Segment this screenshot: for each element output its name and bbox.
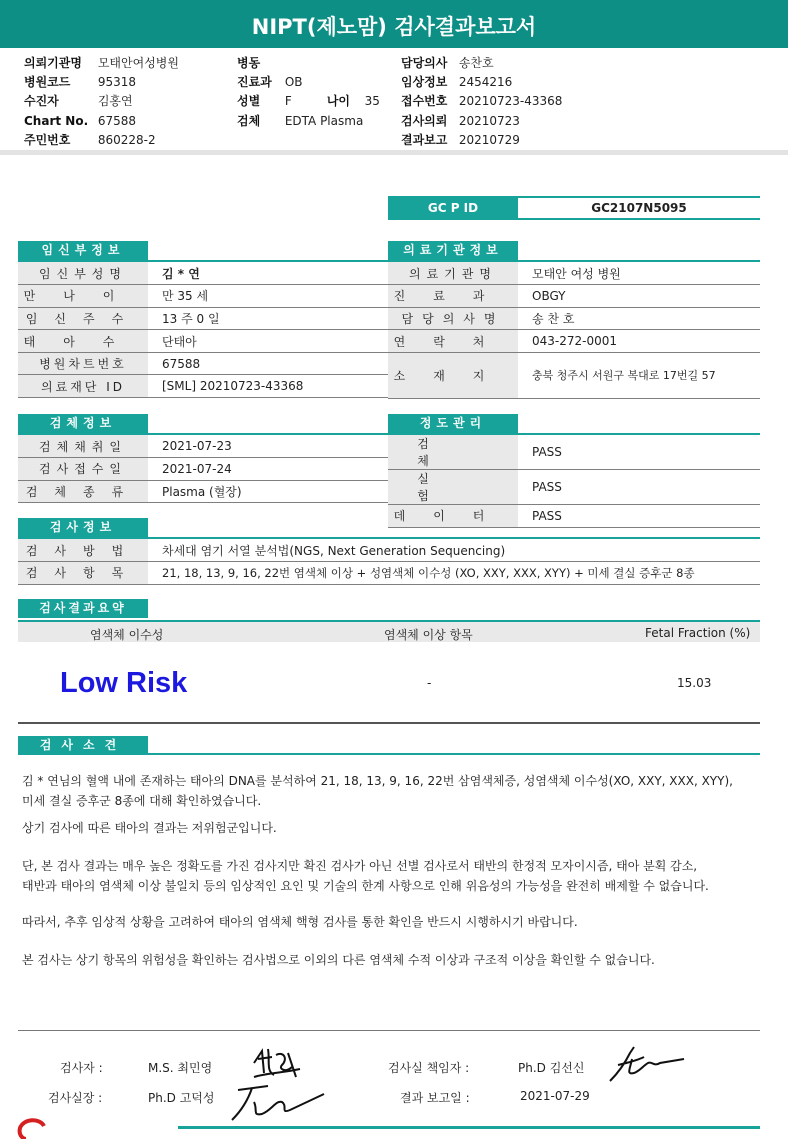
tester-label: 검사자 : xyxy=(60,1061,103,1075)
report-date: 2021-07-29 xyxy=(520,1089,590,1103)
table-row xyxy=(388,330,760,353)
header-col1 xyxy=(24,54,179,150)
row-label: 검체 xyxy=(388,435,518,470)
header-row xyxy=(24,112,179,131)
header-label: 진료과 xyxy=(237,75,272,90)
table-row xyxy=(18,435,388,458)
report-date-label: 결과 보고일 : xyxy=(400,1091,470,1105)
header-value: 모태안여성병원 xyxy=(97,56,179,70)
row-label: 연락처 xyxy=(388,330,518,353)
abnormal-value: - xyxy=(427,676,432,690)
table-row xyxy=(18,562,760,585)
row-label: 데이터 xyxy=(388,505,518,528)
row-label: 의료기관명 xyxy=(388,262,518,285)
row-label: 의료재단 ID xyxy=(18,375,148,398)
header-label: 의뢰기관명 xyxy=(24,56,82,70)
section-title-specimen: 검체정보 xyxy=(18,414,148,433)
summary-header-abnormal: 염색체 이상 항목 xyxy=(384,628,473,642)
table-row xyxy=(388,262,760,285)
tester-signature xyxy=(248,1043,306,1085)
row-value: PASS xyxy=(518,435,760,470)
header-label: 주민번호 xyxy=(24,132,71,147)
header-label: 검사의뢰 xyxy=(401,113,448,128)
row-label: 검사방법 xyxy=(18,539,148,562)
header-value: 20210723-43368 xyxy=(458,94,563,109)
header-col3 xyxy=(401,54,562,150)
gcp-id-label: GC P ID xyxy=(388,198,518,218)
header-label: 담당의사 xyxy=(401,56,448,70)
table-row xyxy=(388,307,760,330)
header-col2 xyxy=(237,54,380,131)
opinion-line: 상기 검사에 따른 태아의 결과는 저위험군입니다. xyxy=(22,821,277,835)
risk-result: Low Risk xyxy=(60,667,188,699)
row-label: 병원차트번호 xyxy=(18,352,148,375)
header-row xyxy=(237,92,380,111)
opinion-line: 김 * 연님의 혈액 내에 존재하는 태아의 DNA를 분석하여 21, 18, 13, 9, 16, 22번 삼염색체증, 성염색체 이수성(XO, XXY, XXX, XYY), xyxy=(22,774,733,788)
header-divider xyxy=(0,150,788,155)
row-label: 실험 xyxy=(388,470,518,505)
report-title: NIPT(제노맘) 검사결과보고서 xyxy=(0,0,788,48)
row-value: PASS xyxy=(518,470,760,505)
header-label: 임상정보 xyxy=(401,75,448,90)
row-value: 67588 xyxy=(148,352,388,375)
header-value: 20210723 xyxy=(458,113,520,128)
header-value: 95318 xyxy=(97,75,137,90)
row-value: 043-272-0001 xyxy=(518,330,760,353)
row-label: 검사항목 xyxy=(18,562,148,585)
header-value: OB xyxy=(284,75,303,90)
age-label: 나이 xyxy=(326,94,351,109)
row-value: PASS xyxy=(518,505,760,528)
row-label: 태아수 xyxy=(18,330,148,353)
header-value: EDTA Plasma xyxy=(284,113,364,128)
lab-head-signature xyxy=(604,1043,688,1087)
header-value: 김홍연 xyxy=(97,94,133,109)
section-title-qc: 정도관리 xyxy=(388,414,518,433)
row-value: 2021-07-23 xyxy=(148,435,388,458)
chief-label: 검사실장 : xyxy=(48,1091,103,1105)
table-row xyxy=(18,285,388,308)
table-row xyxy=(18,352,388,375)
section-title-opinion: 검사소견 xyxy=(18,736,148,755)
table-row xyxy=(18,480,388,503)
header-label: 병원코드 xyxy=(24,75,71,90)
row-value: 단태아 xyxy=(148,330,388,353)
row-label: 만나이 xyxy=(18,285,148,308)
table-row xyxy=(388,352,760,398)
row-value: 차세대 염기 서열 분석법(NGS, Next Generation Sequencing) xyxy=(148,539,760,562)
opinion-paragraph xyxy=(22,912,772,932)
chief-signature xyxy=(228,1080,328,1126)
header-label: 결과보고 xyxy=(401,132,448,147)
header-label: 성별 xyxy=(237,94,261,109)
row-value: 13 주 0 일 xyxy=(148,307,388,330)
section-title-institution: 의료기관정보 xyxy=(388,241,518,260)
opinion-line: 태반과 태아의 염색체 이상 불일치 등의 임상적인 요인 및 기술의 한계 사항으로 인해 위음성의 가능성을 완전히 배제할 수 없습니다. xyxy=(22,879,709,893)
gcp-id-box xyxy=(388,196,760,220)
test-table xyxy=(18,539,760,585)
header-label: 수진자 xyxy=(24,94,59,109)
header-row xyxy=(24,131,179,150)
opinion-line: 미세 결실 증후군 8종에 대해 확인하였습니다. xyxy=(22,794,262,808)
summary-header-aneuploidy: 염색체 이수성 xyxy=(90,628,164,642)
row-label: 담당의사명 xyxy=(388,307,518,330)
row-label: 검체종류 xyxy=(18,480,148,503)
fetal-fraction-value: 15.03 xyxy=(677,676,712,690)
header-row xyxy=(237,112,380,131)
header-row xyxy=(401,54,562,73)
table-row xyxy=(18,458,388,481)
row-value: Plasma (혈장) xyxy=(148,480,388,503)
chief-name: Ph.D 고덕성 xyxy=(148,1091,215,1105)
row-label: 검체채취일 xyxy=(18,435,148,458)
row-value: 충북 청주시 서원구 복대로 17번길 57 xyxy=(518,352,760,398)
section-title-summary: 검사결과요약 xyxy=(18,599,148,618)
row-value: 2021-07-24 xyxy=(148,458,388,481)
row-value: OBGY xyxy=(518,285,760,308)
header-value: 2454216 xyxy=(458,75,513,90)
summary-divider xyxy=(18,722,760,724)
opinion-line: 본 검사는 상기 항목의 위험성을 확인하는 검사법으로 이외의 다른 염색체 수적 이상과 구조적 이상을 확인할 수 없습니다. xyxy=(22,953,655,967)
row-label: 소재지 xyxy=(388,352,518,398)
opinion-paragraph xyxy=(22,950,772,970)
gcp-id-value: GC2107N5095 xyxy=(591,201,687,215)
opinion-line: 따라서, 추후 임상적 상황을 고려하여 태아의 염색체 핵형 검사를 통한 확인을 반드시 시행하시기 바랍니다. xyxy=(22,915,578,929)
pregnant-table xyxy=(18,262,388,398)
table-row xyxy=(388,285,760,308)
opinion-line: 단, 본 검사 결과는 매우 높은 정확도를 가진 검사지만 확진 검사가 아닌 선별 검사로서 태반의 한정적 모자이시즘, 태아 분획 감소, xyxy=(22,859,698,873)
header-value: 67588 xyxy=(97,113,137,128)
table-row xyxy=(18,330,388,353)
table-row xyxy=(388,435,760,470)
header-row xyxy=(401,112,562,131)
section-line xyxy=(18,753,760,755)
header-label: 병동 xyxy=(237,56,261,70)
header-row xyxy=(401,131,562,150)
age-value: 35 xyxy=(364,94,380,109)
header-row xyxy=(24,73,179,92)
section-title-test: 검사정보 xyxy=(18,518,148,537)
opinion-paragraph xyxy=(22,818,772,838)
signature-divider xyxy=(18,1030,760,1031)
table-row xyxy=(388,470,760,505)
section-title-pregnant: 임신부정보 xyxy=(18,241,148,260)
header-label: Chart No. xyxy=(24,113,89,128)
header-value: F xyxy=(284,94,292,109)
row-value: [SML] 20210723-43368 xyxy=(148,375,388,398)
header-row xyxy=(237,54,380,73)
table-row xyxy=(18,375,388,398)
row-label: 임신부성명 xyxy=(18,262,148,285)
header-value: 860228-2 xyxy=(97,132,156,147)
table-row xyxy=(18,539,760,562)
tester-name: M.S. 최민영 xyxy=(148,1061,213,1075)
opinion-paragraph xyxy=(22,856,772,896)
header-row xyxy=(401,92,562,111)
row-value: 김 * 연 xyxy=(148,262,388,285)
row-value: 송 찬 호 xyxy=(518,307,760,330)
header-row xyxy=(24,54,179,73)
header-row xyxy=(24,92,179,111)
opinion-paragraph xyxy=(22,771,772,811)
table-row xyxy=(388,505,760,528)
summary-header-ff: Fetal Fraction (%) xyxy=(645,626,751,640)
specimen-table xyxy=(18,435,388,503)
header-label: 접수번호 xyxy=(401,94,448,109)
footer-bar xyxy=(178,1126,760,1129)
table-row xyxy=(18,262,388,285)
company-logo-icon xyxy=(14,1116,48,1139)
institution-table xyxy=(388,262,760,399)
header-value: 송찬호 xyxy=(458,56,494,70)
summary-header xyxy=(18,620,760,642)
row-value: 모태안 여성 병원 xyxy=(518,262,760,285)
header-label: 검체 xyxy=(237,113,261,128)
qc-table xyxy=(388,435,760,528)
header-value: 20210729 xyxy=(458,132,520,147)
lab-head-name: Ph.D 김선신 xyxy=(518,1061,585,1075)
header-row xyxy=(237,73,380,92)
row-label: 검사접수일 xyxy=(18,458,148,481)
lab-head-label: 검사실 책임자 : xyxy=(388,1061,470,1075)
row-value: 만 35 세 xyxy=(148,285,388,308)
header-row xyxy=(401,73,562,92)
row-label: 진료과 xyxy=(388,285,518,308)
row-value: 21, 18, 13, 9, 16, 22번 염색체 이상 + 성염색체 이수성 (XO, XXY, XXX, XYY) + 미세 결실 증후군 8종 xyxy=(148,562,760,585)
table-row xyxy=(18,307,388,330)
row-label: 임신주수 xyxy=(18,307,148,330)
